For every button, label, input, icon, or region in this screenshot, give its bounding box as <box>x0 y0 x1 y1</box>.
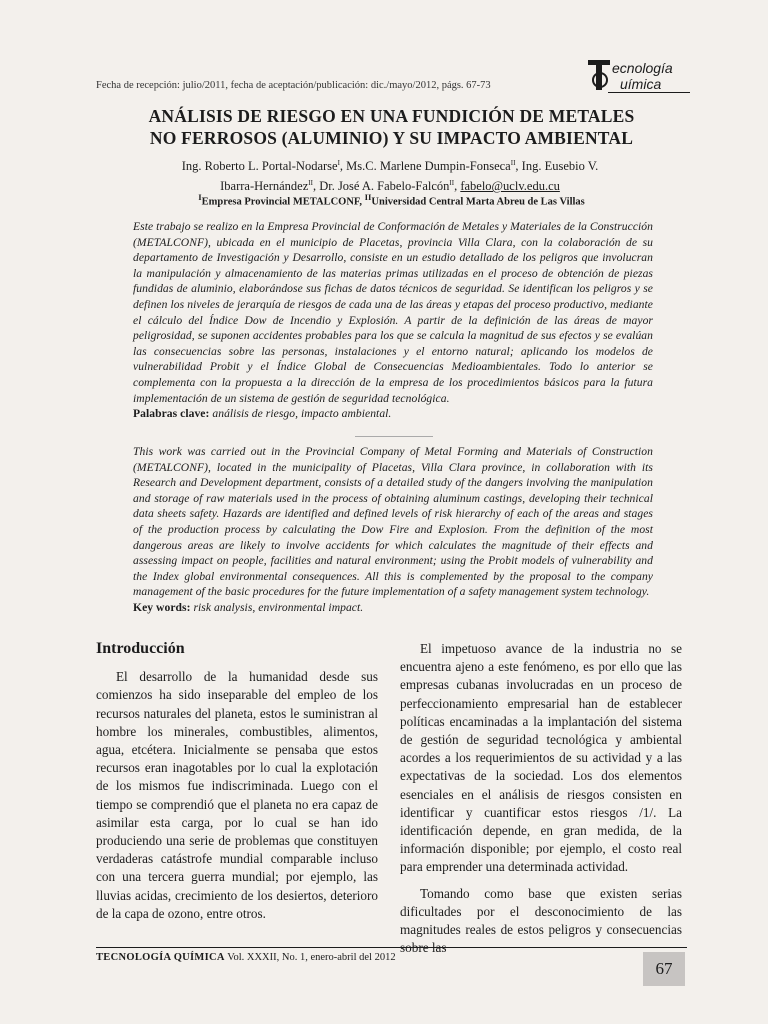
abstract-divider <box>355 436 433 437</box>
footer-journal-name: TECNOLOGÍA QUÍMICA <box>96 952 225 963</box>
footer-citation <box>96 952 396 963</box>
title-line-1: ANÁLISIS DE RIESGO EN UNA FUNDICIÓN DE METALES <box>148 106 635 126</box>
keywords-label-es: Palabras clave: <box>133 407 210 421</box>
affil-2: Universidad Central Marta Abreu de Las Villas <box>371 196 585 208</box>
footer-issue: Vol. XXXII, No. 1, enero-abril del 2012 <box>224 952 396 963</box>
logo-text-line2: uímica <box>620 76 662 92</box>
page-number: 67 <box>643 952 685 986</box>
journal-logo <box>586 58 696 98</box>
affil-1: Empresa Provincial METALCONF, <box>201 196 365 208</box>
keywords-es: análisis de riesgo, impacto ambiental. <box>209 407 392 421</box>
author-1-affil-mark: I <box>337 159 340 167</box>
author-2-affil-mark: II <box>510 159 516 167</box>
abstract-english <box>133 444 653 616</box>
paragraph: Tomando como base que existen serias dificultades por el desconocimiento de las magnitudes reales de estos peligros y consecuencias sobre las <box>400 885 682 956</box>
body-column-left <box>96 640 378 923</box>
keywords-label-en: Key words: <box>133 600 191 614</box>
author-3-cont: Ibarra-Hernández <box>220 179 309 194</box>
author-email-link[interactable]: fabelo@uclv.edu.cu <box>460 179 560 194</box>
author-list <box>120 155 660 195</box>
author-2: , Ms.C. Marlene Dumpin-Fonseca <box>339 159 511 174</box>
logo-t-mark-icon <box>586 58 614 92</box>
author-3-affil-mark: II <box>308 179 313 188</box>
author-4: , Dr. José A. Fabelo-Falcón <box>312 179 450 194</box>
author-separator: , <box>454 179 461 194</box>
abstract-spanish <box>133 219 653 422</box>
received-dates-line: Fecha de recepción: julio/2011, fecha de aceptación/publicación: dic./mayo/2012, págs. 67-73 <box>96 80 491 91</box>
keywords-en: risk analysis, environmental impact. <box>190 600 364 614</box>
article-title <box>96 105 687 149</box>
paragraph: El desarrollo de la humanidad desde sus comienzos ha sido inseparable del empleo de los recursos naturales del planeta, estos le suministran al hombre los minerales, combustibles, alimentos, agua, etcétera. Inicialmente se pensaba que estos recursos eran inagotables por lo cual la explotación de los mismos fue indiscriminada. Luego con el tiempo se comprendió que el planeta no era capaz de asimilar esta carga, por lo cual se han ido produciendo una serie de problemas que constituyen verdaderas catástrofe mundial comparable incluso con una tercera guerra mundial; por ejemplo, las lluvias acidas, crecimiento de los desiertos, deterioro de la capa de ozono, entre otros. <box>96 669 378 921</box>
affiliations <box>96 192 687 208</box>
title-line-2: NO FERROSOS (ALUMINIO) Y SU IMPACTO AMBIENTAL <box>149 128 634 148</box>
affil-1-mark: I <box>198 192 202 202</box>
footer-rule <box>96 947 687 948</box>
author-3: , Ing. Eusebio V. <box>515 159 599 174</box>
abstract-spanish-text: Este trabajo se realizo en la Empresa Provincial de Conformación de Metales y Materiales de la Construcción (METALCONF), ubicada en el municipio de Placetas, provincia Villa Clara, con la colaboración de su departamento de Investigación y Desarrollo, consiste en un estudio detallado de los peligros que involucran la manipulación y almacenamiento de las materias primas utilizadas en el proceso de obtención de piezas fundidas de aluminio, elaborándose sus fichas de datos técnicos de seguridad. Se identifican los peligros y se definen los niveles de jerarquía de riesgos de cada una de las áreas y etapas del proceso productivo, mediante el cálculo del Índice Dow de Incendio y Explosión. A partir de la definición de las áreas de mayor peligrosidad, se suponen accidentes probables para los que se calcula la magnitud de sus efectos y se evalúan las consecuencias sobre las personas, instalaciones y el entorno natural; aplicando los modelos de vulnerabilidad Probit y el Índice Global de Consecuencias Medioambientales. Todo lo anterior se complementa con la propuesta a la dirección de la empresa de los procedimientos básicos para la futura implementación de un sistema de gestión de seguridad tecnológica. <box>133 220 653 405</box>
author-4-affil-mark: II <box>449 179 455 188</box>
paragraph: El impetuoso avance de la industria no se encuentra ajeno a este fenómeno, es por ello que las empresas cubanas involucradas en un proceso de perfeccionamiento empresarial han de establecer políticas encaminadas a la implantación del sistema de gestión de seguridad tecnológica y ambiental acordes a los requerimientos de su actividad y a las expectativas de la sociedad. Los dos elementos esenciales en el análisis de riesgos consisten en identificar y cuantificar estos riesgos /1/. La identificación depende, en gran medida, de la información disponible; por ejemplo, el costo real para emprender una determinada actividad. <box>400 641 682 875</box>
body-column-right <box>400 640 682 957</box>
logo-underline <box>608 92 690 93</box>
section-heading-introduccion: Introducción <box>96 640 185 657</box>
author-1: Ing. Roberto L. Portal-Nodarse <box>181 159 338 174</box>
affil-2-mark: II <box>364 192 372 202</box>
logo-text-line1: ecnología <box>612 60 673 76</box>
abstract-english-text: This work was carried out in the Provincial Company of Metal Forming and Materials of Construction (METALCONF), located in the municipality of Placetas, Villa Clara province, in collaboration with its Research and Development department, consists of a detailed study of the dangers involving the manipulation and storage of raw materials used in the process of obtaining aluminum castings, developing their technical data sheets safety. Hazards are identified and defined levels of risk hierarchy of each of the areas and stages of the production process by calculating the Dow Fire and Explosion. From the definition of the most dangerous areas are likely to involve accidents for which calculates the magnitude of their effects and assessing impact on people, facilities and natural environment; using the Probit models of vulnerability and the Index global environmental consequences. All this is complemented by the proposal to the company management of the basic procedures for the future implementation of a safety management system technology. <box>133 445 653 599</box>
